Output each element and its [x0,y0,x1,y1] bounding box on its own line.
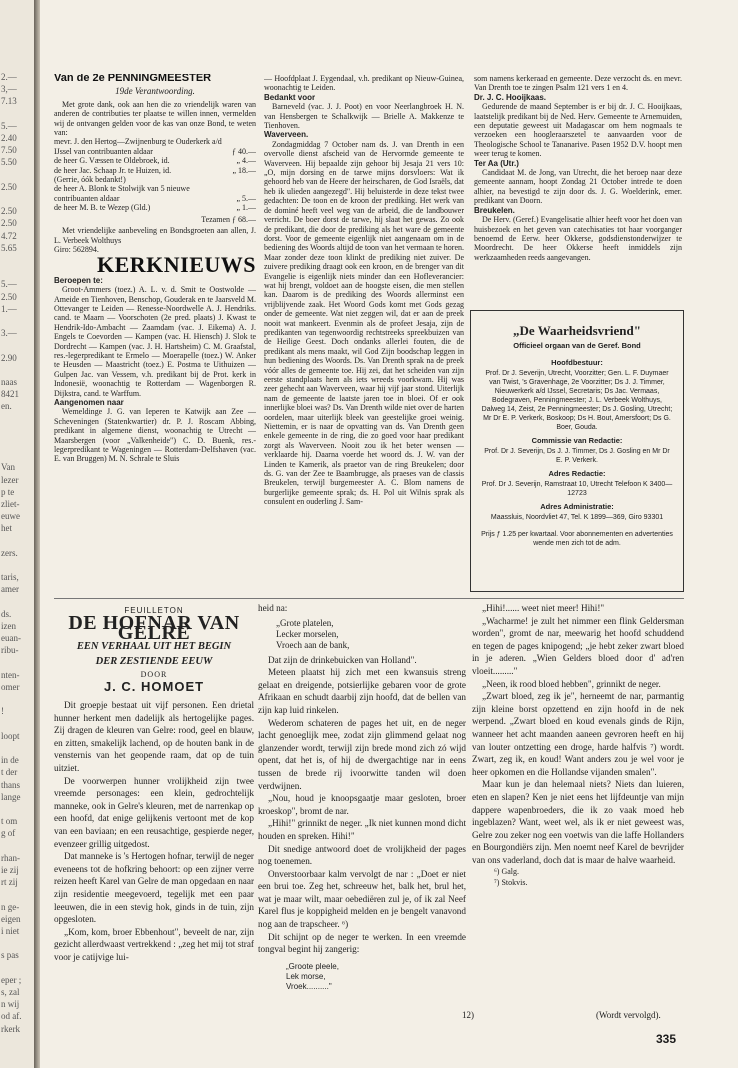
contribution-text: de heer M. B. te Wezep (Gld.) [54,203,151,213]
story-paragraph: „Wacharme! je zult het nimmer een flink Geldersman worden", gromt de nar, meewarig het hoofd schuddend en tegen de pages knipogend; „je hebt zeker zwart bloed in je aderen. „Wien Gelders bloed door d' ad'ren vloeit........." [472,615,684,676]
aangenomen-label: Aangenomen naar [54,398,124,407]
waarheidsvriend-masthead-box [470,310,684,592]
facing-page-text-fragment: eigen [1,913,21,924]
facing-page-text-fragment: 2.50 [1,181,17,192]
column-1-top [54,74,256,594]
penningmeester-subtitle: 19de Verantwoording. [115,86,195,97]
breukelen-label: Breukelen. [474,205,515,215]
adres-administratie-text: Maassluis, Noordvliet 47, Tel. K 1899—369, Giro 93301 [490,514,664,521]
facing-page-text-fragment: g of [1,828,16,839]
facing-page-text-fragment: t der [1,767,18,778]
facing-page-text-fragment: 3,— [1,84,17,95]
facing-page-text-fragment: 4.72 [1,230,17,241]
facing-page-text-fragment: s pas [1,950,19,961]
verse-1 [276,618,466,651]
facing-page-text-fragment: amer [1,584,19,595]
facing-page-text-fragment: ie zij [1,865,19,875]
teraa-text: Candidaat M. de Jong, van Utrecht, die het beroep naar deze gemeente aannam, hoopt Zondag 21 October intrede te doen alhier, na bevestigd te zijn door ds. J. G. Woelderink, emer. predikant van Doorn. [474,168,682,206]
penningmeester-total: Tezamen ƒ 68.— [201,214,256,224]
adres-redactie-label: Adres Redactie: [548,469,606,478]
verse-line: Vroek.........." [286,981,332,991]
contribution-amount: ƒ 40.— [232,146,256,156]
facing-page-text-fragment: ds. [1,608,12,619]
contribution-text: (Gerrie, óók bedankt!) [54,175,126,185]
contribution-text: de heer Jac. Schaap Jr. te Huizen, id. [54,165,172,175]
facing-page-text-fragment: 3.— [1,328,17,339]
feuilleton-column-3 [472,602,684,982]
verse-line: Vroech aan de bank, [276,639,350,650]
contribution-amount: „ 1.— [236,203,256,213]
hoofdbestuur-label: Hoofdbestuur: [551,358,603,367]
facing-page-text-fragment: omer [1,682,20,692]
facing-page-text-fragment: het [1,523,12,534]
hooijkaas-text: Gedurende de maand September is er bij dr. J. C. Hooijkaas, laatstelijk predikant bij de Ned. Herv. Gemeente te Arnemuiden, een deputatie geweest uit Madagascar om hem nogmaals te verzoeken een hoogleraarszetel te aanvaarden voor de Theologische School te Tananarive. Pasen 1952 D.V. hoopt men weer terug te komen. [474,102,682,159]
kerknieuws-lead: — Hoofdplaat J. Eygendaal, v.h. predikant op Nieuw-Guinea, woonachtig te Leiden. [264,74,464,93]
facing-page-text-fragment: 2.50 [1,206,17,217]
facing-page-text-fragment: 5.— [1,120,17,131]
column-2-top [264,74,464,594]
story-paragraph: „Zwart bloed, zeg ik je", herneemt de nar, parmantig zijn kleine borst opzettend en zijn hoofd in de nek werpend. „Zwart bloed en koud evenals ginds de Rijn, wanneer het acht maanden aaneen gevroren heeft en hij van louter ontzetting een droge, harde halfvis ⁷) wordt. Zwart, zeg ik, en koud! Want anders zou je wel voor je heer opkomen en die Hollandse vijanden smalen". [472,691,684,777]
facing-page-text-fragment: loopt [1,730,20,741]
facing-page-text-fragment: t om [1,816,18,827]
redactie-label: Commissie van Redactie: [531,436,623,445]
contribution-text: de heer A. Blonk te Stolwijk van 5 nieuwe contribuanten aldaar [54,184,190,203]
penningmeester-intro: Met grote dank, ook aan hen die zo vriendelijk waren van anderen de contributies ter plaatse te willen innen, vermelden wij de ontvangen gelden voor de kas van onze Bond, te weten van: [54,99,256,138]
contribution-entry [54,175,256,184]
contribution-text: mevr. J. den Hertog—Zwijnenburg te Ouderkerk a/d IJssel van contribuanten aldaar [54,137,222,156]
facing-page-text-fragment: p te [1,486,15,497]
facing-page-text-fragment: i niet [1,926,20,936]
story-paragraph: Dit schijnt op de neger te werken. In een vreemde tongval begint hij zangerig: [258,931,466,955]
feuilleton-column-1 [54,602,254,1022]
footnote: ⁷) Stokvis. [494,877,528,887]
facing-page-text-fragment: euan- [1,633,21,644]
facing-page-text-fragment: 7.13 [1,96,17,107]
facing-page-text-fragment: in de [1,755,19,766]
facing-page-text-fragment: taris, [1,572,19,583]
penningmeester-entries [54,137,256,212]
col3-lead: som namens kerkeraad en gemeente. Deze verzocht ds. en mevr. Van Drenth toe te zingen Psalm 121 vers 1 en 4. [474,74,682,93]
prijs-text: Prijs ƒ 1.25 per kwartaal. Voor abonnementen en advertenties wende men zich tot de adm. [481,531,673,547]
feuilleton-tag: FEUILLETON [124,606,184,615]
facing-page-text-fragment: thans [1,779,20,790]
facing-page-text-fragment: 1.— [1,303,17,314]
beroepen-label: Beroepen te: [54,275,103,285]
story-paragraph: Dit snedige antwoord doet de vrolijkheid der pages nog toenemen. [258,843,466,867]
facing-page-text-fragment: 5.65 [1,242,17,253]
penningmeester-title: Van de 2e PENNINGMEESTER [54,74,212,84]
contribution-amount: „ 18.— [232,165,256,175]
facing-page-text-fragment: rkerk [1,1023,20,1034]
section-divider [54,598,684,599]
page-number: 335 [656,1032,677,1046]
facing-page-text-fragment: rhan- [1,852,20,863]
facing-page-text-fragment: lezer [1,474,19,485]
kerknieuws-heading: KERKNIEUWS [96,252,256,278]
story-paragraph: heid na: [258,603,288,613]
newspaper-page [40,0,738,1068]
aangenomen-text: Wemeldinge J. G. van Ieperen te Katwijk aan Zee — Scheveningen (Statenkwartier) dr. P. J. Roscam Abbing, predikant in algemene dienst, woonachtig te Utrecht — Maarsbergen (voor „Valkenheide") C. D. Buenk, res.-legerpredikant te Wageningen — Rotterdam-Delfshaven (vac. E. van Bruggen) M. N. Schrale te Sluis [54,407,256,464]
facing-page-text-fragment: naas [1,377,17,387]
waverveen-label: Waverveen. [264,130,309,140]
facing-page-text-fragment: 7.50 [1,145,17,156]
story-subtitle-2: DER ZESTIENDE EEUW [95,656,213,668]
facing-page-text-fragment: s, zal [1,987,20,997]
breukelen-text: De Herv. (Geref.) Evangelisatie alhier heeft voor het doen van huisbezoek en het geven van catechisaties tot haar voorganger benoemd de Eerw. heer Okkerse, godsdienstonderwijzer te Moordrecht. De heer Okkerse heeft inmiddels zijn werkzaamheden reeds aangevangen. [474,215,682,262]
story-paragraph: „Nou, houd je knoopsgaatje maar gesloten, broer kroeskop", bromt de nar. [258,793,466,816]
facing-page-text-fragment: zers. [1,547,18,558]
adres-administratie-label: Adres Administratie: [540,502,614,511]
facing-page-text-fragment: lange [1,791,21,802]
column-3-top [474,74,682,294]
story-title: DE HOFNAR VAN GELRE [68,612,240,644]
installment-number: 12) [462,1010,474,1020]
penningmeester-closing: Met vriendelijke aanbeveling en Bondsgroeten aan allen, J. L. Verbeek Wolthuys [54,226,256,245]
contribution-amount: „ 4.— [236,156,256,166]
bedankt-label: Bedankt voor [264,92,316,102]
facing-page-text-fragment: rt zij [1,877,18,888]
facing-page-text-fragment: od af. [1,1011,22,1022]
facing-page-text-fragment: Van [1,462,15,473]
beroepen-text: Groot-Ammers (toez.) A. L. v. d. Smit te Oostwolde — Ameide en Tienhoven, Benschop, Gouderak en te Jaarsveld M. Ottevanger te Leiden — Renesse-Noordwelle A. J. Hendriks. cand. te Maarn — Voorschoten (2e pred. plaats) J. Kwast te Hendrik-Ido-Ambacht — Zaamdam (vac. J. Eikema) A. J. Engels te Coevorden — Kampen (vac. H. Hiensch) J. Slok te Dordrecht — Kampen (vac. J. H. Hartsheim) C. M. Graafstal, res.-legerpredikant te Ermelo — Moerapelle (toez.) W. Anker te Heusden — Maastricht (toez.) E. Postma te Uithuizen — Gulpen Jac. van Vessem, v.h. predikant bij de Prot. kerk in Indonesië, woonachtig te Rotterdam — Wagenborgen R. Dijkstra, cand. te Warffum. [54,285,256,398]
box-title: „De Waarheidsvriend" [513,323,641,338]
waverveen-text: Zondagmiddag 7 October nam ds. J. van Drenth in een overvolle dienst afscheid van de Hervormde gemeente te Waverveen. Hij bepaalde zijn gehoor bij Jesaja 21 vers 10: „O, mijn dorsing en de tarwe mijns dorsvloers: Wat ik gehoord heb van de Heere der heirscharen, de God Israëls, dat heb ik ulieden aangezegd". Hij beluisterde in deze tekst twee gedachten: De toon en de kroon der prediking. Het werk van de dominé heeft veel weg van de arbeid, die de landbouwer verricht. De boer dorst de tarwe, hij slaat het gewas. Zo ook de predikant, die door de prediking als het ware de gemeente dorst. Voor de gemeente eigenlijk niet aangenaam om in de bediening des Woords altijd de toon van het vermaan te horen. Maar zonder deze toon klinkt de prediking niet zuiver. De zuivere prediking draagt ook een kroon, en de brenger van dit Evangelie is eigenlijk niets minder dan een Hofleverancier: wat hij brengt, voldoet aan de hoogste eisen, die men stellen kan. Daarom is de prediking des Woords allerminst een vrijblijvende zaak. Het Woord Gods komt met Gods gezag onder de gemeente. Wat niet zeggen wil, dat er aan de preek nooit wat mankeert. Evenmin als de profeet Jesaja, zijn de predikanten van tegenwoordig rechtstreeks spreekbuizen van de Heilige Geest. Doch ondanks allerlei fouten, die de predikant als mens maakt, wil God Zijn boodschap leggen in hun bediening des Woords. Ds. Van Drenth sprak na de preek vóór alles de gemeente toe. Hij zei, dat het scheiden van zijn eerste standplaats hem als iets wreeds voorkwam. Hij was zeer gehecht aan Waverveen, waar hij vijf jaar stond. Uiterlijk nam de gemeente de laatste jaren toe in bloei. Of er ook innerlijke bloei was? Ds. Van Drenth wilde niet over de harten oordelen, maar uiterlijk bleek van geestelijke groei weinig. Niettemin, er is naar de opvatting van ds. Van Drenth geen enkele gemeente in de ring, die zo goed voor haar predikant zorgt als Waverveen. Nooit zou ik het beter wensen — verklaarde hij. Daarna voerde het woord ds. J. W. van der Linden te Kamerik, als praetor van de ring Breukelen; door ds. G. van der Zee te Baambrugge, als praeses van de classis Breukelen, terwijl burgemeester A. C. Blom namens de burgerlijke gemeente sprak; ds. H. Pol uit Wilnis sprak als consulent en ouderling J. Sam- [264,139,464,507]
facing-page-text-fragment: n wij [1,999,20,1010]
hoofdbestuur-text: Prof. Dr J. Severijn, Utrecht, Voorzitter; Gen. L. F. Duymaer van Twist, 's Gravenhage, 2e Voorzitter; Ds J. J. Timmer, Nieuwerkerk a/d IJssel, Secretaris; Ds Jac. Vermaas, Bodegraven, Penningmeester; J. L. Verbeek Wolthuys, Dalweg 14, Zeist, 2e Penningmeester; Ds J. Gosling, Utrecht; Mr Dr E. P. Verkerk, Boskoop; Ds H. Bout, Amersfoort; Ds G. Boer, Gouda. [481,370,673,431]
facing-page-text-fragment: 5.— [1,279,17,290]
story-paragraph: „Kom, kom, broer Ebbenhout", beveelt de nar, zijn gezicht allerdwaast vertrekkend : „zeg het mij tot straf voor je catijvige lui- [54,926,254,962]
facing-page-text-fragment: 2.40 [1,133,17,143]
contribution-entry [54,156,256,165]
facing-page-text-fragment: eper ; [1,974,22,985]
bedankt-text: Barneveld (vac. J. J. Poot) en voor Neerlangbroek H. N. van Hensbergen te Schalkwijk — Brielle A. Makkenze te Tienhoven. [264,102,464,131]
facing-page-margin [0,0,34,1068]
contribution-text: de heer G. Væssen te Oldebroek, id. [54,156,170,166]
story-paragraph: Onverstoorbaar kalm vervolgt de nar : „Doet er niet een brui toe. Zeg het, schreeuw het, balk het, brul het, wat je maar wilt, maar oebediëren zul je, of ik zal Neef Karel flus je koppigheid melden en je bengelt vanavond nog aan de trapscheer. ⁶) [258,868,466,930]
contribution-entry [54,137,256,156]
facing-page-text-fragment: 2.— [1,72,17,82]
story-paragraph: „Hihi!...... weet niet meer! Hihi!" [482,603,605,613]
story-paragraph: Dit groepje bestaat uit vijf personen. Een drietal hunner herkent men dadelijk als hertogelijke pages. Zij dragen de kleuren van Gelre: rood, geel en blauw, en zitten, smakelijk lachend, op de houten bank in de vensternis van het geopende raam, dat op de tuin uitziet. [54,700,254,773]
facing-page-text-fragment: 2.50 [1,291,17,302]
facing-page-text-fragment: ! [1,706,4,717]
facing-page-text-fragment: 8421 [1,389,19,400]
story-author: J. C. HOMOET [103,678,205,694]
facing-page-text-fragment: 5.50 [1,157,17,168]
feuilleton-column-2 [258,602,466,1022]
footnote: ⁶) Galg. [494,867,520,877]
contribution-amount: „ 5.— [236,193,256,203]
facing-page-text-fragment: ribu- [1,645,19,656]
story-subtitle-1: EEN VERHAAL UIT HET BEGIN [76,641,232,653]
contribution-entry [54,203,256,212]
story-paragraph: Dat manneke is 's Hertogen hofnar, terwijl de neger eveneens tot de hofkring behoort: op een zijner verre reizen heeft Karel van Gelre de man opgedaan en naar zijn residentie meegevoerd, tegelijk met een paar leeuwen, die in een stevig hok, ginds in de tuin, zijn opgesloten. [54,851,254,925]
verse-line: „Grote platelen, [276,617,334,628]
hooijkaas-label: Dr. J. C. Hooijkaas. [474,92,547,102]
story-paragraph: Wederom schateren de pages het uit, en de neger lacht genoeglijk mee, zodat zijn glimmend gelaat nog glanzender wordt, terwijl zijn brede mond zich zó wijd opent, dat het is, of hij de dwergachtige nar in eens tussen de brede rij ivoorwitte tanden wil doen verdwijnen. [258,717,466,791]
verse-line: Lek morse, [286,971,326,981]
story-paragraph: „Hihi!" grinnikt de neger. „Ik niet kunnen mond dicht houden en spreken. Hihi!" [258,818,466,841]
contribution-entry [54,166,256,175]
verse-2 [286,962,466,992]
redactie-text: Prof. Dr J. Severijn, Ds J. J. Timmer, Ds J. Gosling en Mr Dr E. P. Verkerk. [484,448,670,464]
facing-page-text-fragment: euwe [1,511,20,522]
facing-page-text-fragment: en. [1,401,12,412]
facing-page-text-fragment: nten- [1,669,20,680]
story-door: DOOR [140,670,168,680]
adres-redactie-text: Prof. Dr J. Severijn, Ramstraat 10, Utrecht Telefoon K 3400—12723 [481,481,673,497]
story-paragraph: De voorwerpen hunner vrolijkheid zijn twee vreemde personages: een klein, gedrochtelijk manneke, ook in Gelre's kleuren, met de narrenkap op een hoofd, dat enige gelijkenis vertoont met de kop van een baviaan; en een reusachtige, gespierde neger, evenzeer grillig uitgedost. [54,775,254,849]
contribution-entry [54,184,256,203]
facing-page-text-fragment: izen [1,621,16,631]
facing-page-text-fragment: 2.90 [1,352,17,363]
facing-page-text-fragment: n ge- [1,901,20,912]
story-paragraph: Dat zijn de drinkebuicken van Holland". [268,654,417,665]
wordt-vervolgd: (Wordt vervolgd). [596,1010,661,1020]
story-paragraph: Maar kun je dan helemaal niets? Niets dan luieren, eten en slapen? Ken je niet eens het lijfdeuntje van mijn dappere wapenbroeders, die ik zo vaak moed heb ingeblazen? Want, weet wel, als ik er niet geweest was, Gelre zou zeker nog een voetwis van die laffe Hollanders en Bourgondiërs zijn. Men noemt neef Karel de bevrijder van ons vaderland, doch dat is maar de halve waarheid. [472,779,684,865]
teraa-label: Ter Aa (Utr.) [474,158,519,168]
facing-page-text-fragment: zliet- [1,499,20,509]
penningmeester-giro: Giro: 562894. [54,244,99,254]
box-subtitle: Officieel orgaan van de Geref. Bond [513,341,641,350]
facing-page-text-fragment: 2.50 [1,218,17,229]
story-paragraph: „Neen, ik rood bloed hebben", grinnikt de neger. [482,678,661,689]
verse-line: Lecker morselen, [276,628,339,639]
verse-line: „Groote pleele, [286,961,339,971]
story-paragraph: Meteen plaatst hij zich met een kwansuis streng gelaat en dreigende, potsierlijke gebaren voor de grote Afrikaan en schudt daarbij zijn hoofd, dat de bellen van zijn kap luid rinkelen. [258,667,466,715]
